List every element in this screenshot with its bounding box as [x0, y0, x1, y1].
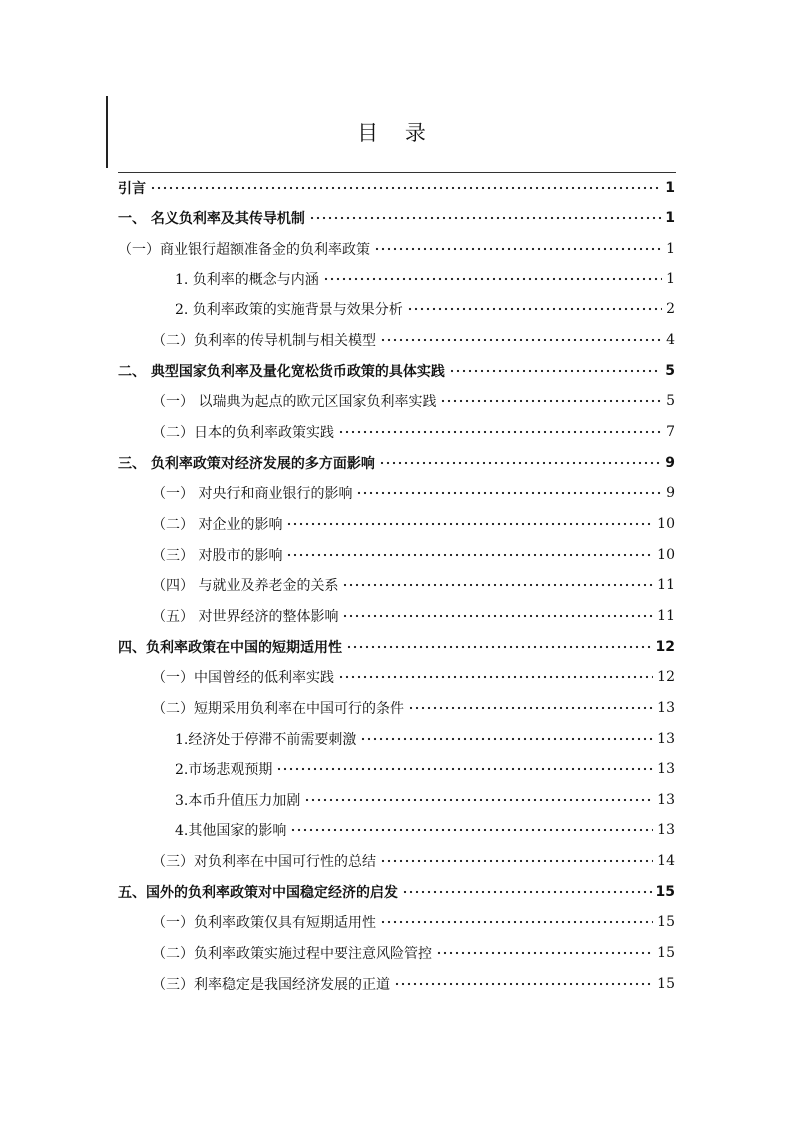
toc-entry-subsection[interactable]: [152, 329, 675, 351]
toc-entry-label: （五） 对世界经济的整体影响: [152, 609, 339, 625]
dot-leader: [449, 365, 661, 377]
toc-entry-label: 引言: [118, 181, 146, 197]
dot-leader: [356, 487, 662, 499]
dot-leader: [150, 182, 661, 194]
toc-entry-page: 13: [657, 792, 675, 808]
toc-entry-page: 1: [665, 180, 675, 196]
toc-entry-label: 四、负利率政策在中国的短期适用性: [118, 640, 342, 656]
toc-entry-page: 10: [657, 547, 675, 563]
toc-entry-label: （三） 对股市的影响: [152, 548, 283, 564]
toc-entry-section-1[interactable]: [118, 207, 675, 229]
toc-entry-page: 9: [666, 485, 675, 501]
toc-entry-page: 15: [657, 976, 675, 992]
toc-entry-subsection[interactable]: [152, 574, 675, 596]
toc-entry-page: 1: [666, 271, 675, 287]
dot-leader: [380, 855, 653, 867]
dot-leader: [338, 426, 662, 438]
dot-leader: [342, 579, 653, 591]
toc-entry-label: 2. 负利率政策的实施背景与效果分析: [175, 302, 403, 318]
toc-entry-item[interactable]: [175, 819, 675, 841]
dot-leader: [440, 395, 662, 407]
toc-entry-item[interactable]: [175, 728, 675, 750]
dot-leader: [290, 824, 653, 836]
toc-entry-subsection[interactable]: [152, 482, 675, 504]
toc-entry-page: 12: [657, 669, 675, 685]
toc-entry-subsection[interactable]: [152, 421, 675, 443]
toc-entry-page: 11: [657, 608, 675, 624]
toc-entry-label: （三）对负利率在中国可行性的总结: [152, 854, 376, 870]
dot-leader: [342, 610, 653, 622]
toc-entry-page: 15: [657, 945, 675, 961]
toc-entry-label: 一、 名义负利率及其传导机制: [118, 211, 305, 227]
toc-entry-page: 2: [666, 301, 675, 317]
dot-leader: [394, 978, 653, 990]
dot-leader: [379, 457, 661, 469]
dot-leader: [407, 303, 662, 315]
toc-entry-label: 1.经济处于停滞不前需要刺激: [175, 732, 357, 748]
toc-entry-subsection[interactable]: [152, 666, 675, 688]
toc-entry-page: 15: [657, 914, 675, 930]
toc-entry-subsection[interactable]: [152, 942, 675, 964]
toc-entry-item[interactable]: [175, 789, 675, 811]
dot-leader: [286, 518, 653, 530]
toc-entry-page: 13: [657, 822, 675, 838]
toc-entry-page: 1: [666, 241, 675, 257]
toc-entry-page: 5: [665, 363, 675, 379]
dot-leader: [436, 947, 653, 959]
toc-entry-page: 12: [655, 639, 675, 655]
toc-entry-subsection[interactable]: [152, 850, 675, 872]
toc-entry-label: （二） 对企业的影响: [152, 517, 283, 533]
toc-entry-label: 三、 负利率政策对经济发展的多方面影响: [118, 456, 375, 472]
toc-entry-section-2[interactable]: [118, 360, 675, 382]
toc-entry-section-3[interactable]: [118, 452, 675, 474]
toc-entry-label: （二）短期采用负利率在中国可行的条件: [152, 701, 404, 717]
toc-entry-page: 14: [657, 853, 675, 869]
dot-leader: [309, 212, 661, 224]
dot-leader: [346, 641, 652, 653]
toc-entry-label: （一） 以瑞典为起点的欧元区国家负利率实践: [152, 394, 437, 410]
toc-entry-label: 二、 典型国家负利率及量化宽松货币政策的具体实践: [118, 364, 445, 380]
toc-entry-label: 1. 负利率的概念与内涵: [175, 272, 319, 288]
toc-entry-page: 13: [657, 700, 675, 716]
toc-entry-label: （一） 对央行和商业银行的影响: [152, 486, 353, 502]
dot-leader: [323, 273, 662, 285]
toc-entry-page: 7: [666, 424, 675, 440]
toc-entry-subsection[interactable]: [152, 605, 675, 627]
toc-entry-subsection[interactable]: [152, 911, 675, 933]
toc-entry-page: 10: [657, 516, 675, 532]
toc-entry-label: （一）负利率政策仅具有短期适用性: [152, 915, 376, 931]
toc-entry-section-5[interactable]: [118, 881, 675, 903]
dot-leader: [276, 763, 653, 775]
toc-entry-item[interactable]: [175, 298, 675, 320]
toc-entry-label: 2.市场悲观预期: [175, 762, 273, 778]
toc-entry-page: 13: [657, 761, 675, 777]
toc-entry-page: 1: [665, 210, 675, 226]
dot-leader: [338, 671, 653, 683]
dot-leader: [374, 243, 662, 255]
toc-entry-subsection[interactable]: [152, 697, 675, 719]
toc-entry-page: 13: [657, 731, 675, 747]
dot-leader: [304, 794, 653, 806]
toc-entry-subsection[interactable]: [152, 544, 675, 566]
toc-entry-subsection[interactable]: [152, 390, 675, 412]
toc-entry-label: 4.其他国家的影响: [175, 823, 287, 839]
dot-leader: [286, 549, 653, 561]
toc-entry-subsection[interactable]: [118, 238, 675, 260]
toc-entry-page: 9: [665, 455, 675, 471]
toc-entry-page: 15: [655, 884, 675, 900]
dot-leader: [408, 702, 653, 714]
dot-leader: [402, 886, 652, 898]
toc-entry-label: （二）负利率的传导机制与相关模型: [152, 333, 376, 349]
toc-entry-page: 11: [657, 577, 675, 593]
toc-entry-label: （一）商业银行超额准备金的负利率政策: [118, 242, 370, 258]
toc-entry-intro[interactable]: [118, 177, 675, 199]
page-title: 目 录: [357, 121, 436, 146]
toc-entry-section-4[interactable]: [118, 636, 675, 658]
toc-entry-label: （三）利率稳定是我国经济发展的正道: [152, 977, 390, 993]
toc-entry-subsection[interactable]: [152, 973, 675, 995]
toc-entry-item[interactable]: [175, 758, 675, 780]
toc-entry-item[interactable]: [175, 268, 675, 290]
toc-entry-page: 5: [666, 393, 675, 409]
dot-leader: [380, 334, 662, 346]
dot-leader: [360, 733, 653, 745]
dot-leader: [380, 916, 653, 928]
toc-entry-label: （一）中国曾经的低利率实践: [152, 670, 334, 686]
toc-entry-subsection[interactable]: [152, 513, 675, 535]
toc-entry-label: （二）日本的负利率政策实践: [152, 425, 334, 441]
toc-entry-label: 3.本币升值压力加剧: [175, 793, 301, 809]
toc-entry-label: （二）负利率政策实施过程中要注意风险管控: [152, 946, 432, 962]
toc-entry-label: 五、国外的负利率政策对中国稳定经济的启发: [118, 885, 398, 901]
toc-entry-label: （四） 与就业及养老金的关系: [152, 578, 339, 594]
toc-entry-page: 4: [666, 332, 675, 348]
